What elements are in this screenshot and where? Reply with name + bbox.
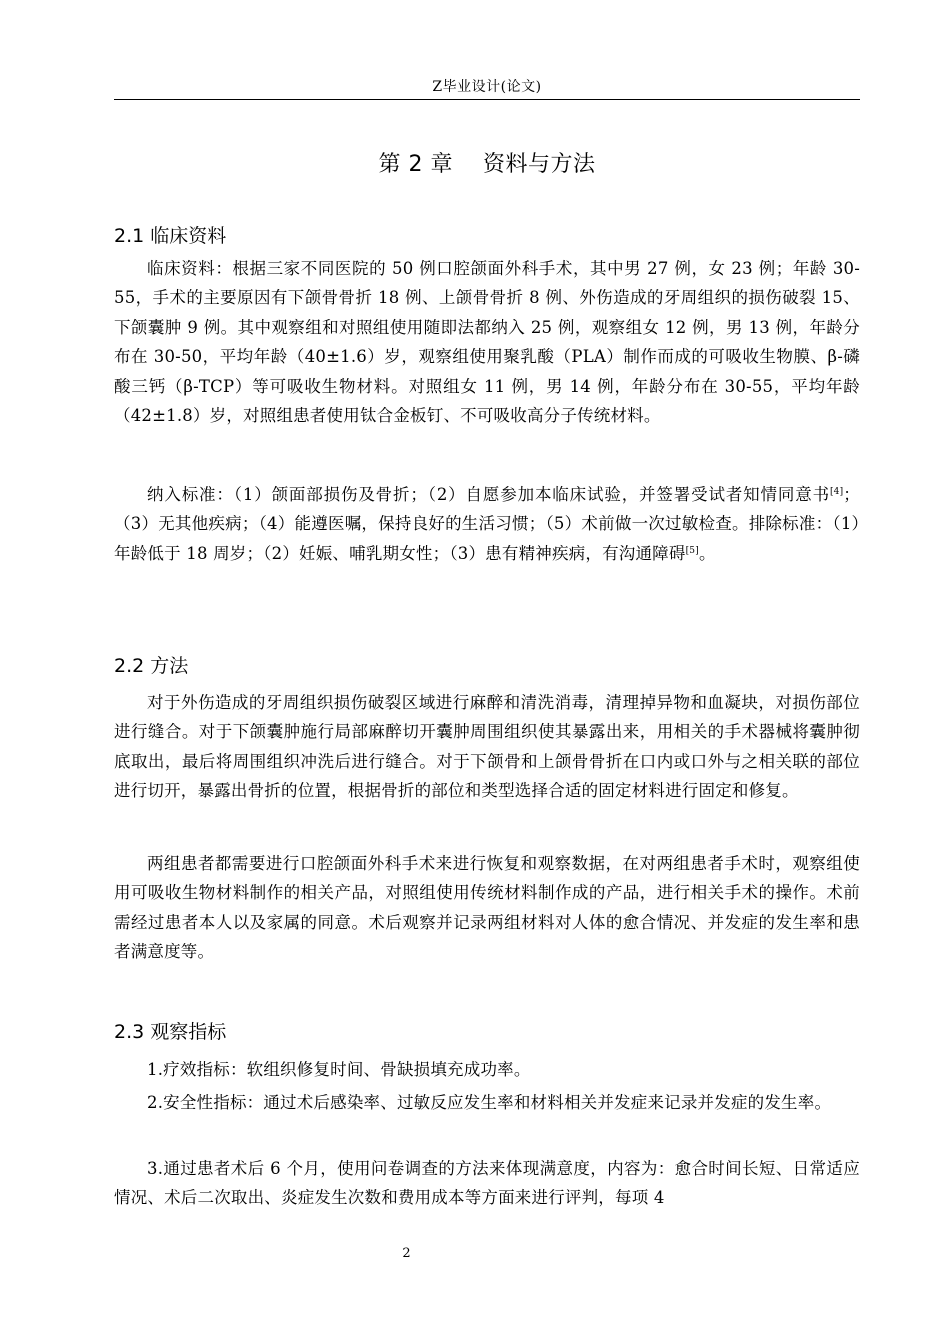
paragraph-method-groups: 两组患者都需要进行口腔颌面外科手术来进行恢复和观察数据，在对两组患者手术时，观察组使用可吸收生物材料制作的相关产品，对照组使用传统材料制作成的产品，进行相关手术的操作。术前需经过患者本人以及家属的同意。术后观察并记录两组材料对人体的愈合情况、并发症的发生率和患者满意度等。 xyxy=(114,854,860,962)
section-heading-2-3: 2.3 观察指标 xyxy=(114,1021,227,1043)
inclusion-text-b: ；（3）无其他疾病；（4）能遵医嘱，保持良好的生活习惯；（5）术前做一次过敏检查。排除标准：（1）年龄低于 18 周岁；（2）妊娠、哺乳期女性；（3）患有精神疾病，有沟通障碍 xyxy=(114,485,860,563)
paragraph-inclusion-criteria xyxy=(114,480,860,568)
citation-5[interactable]: [5] xyxy=(685,545,699,556)
chapter-name: 资料与方法 xyxy=(482,152,596,177)
paragraph-method-procedure: 对于外伤造成的牙周组织损伤破裂区域进行麻醉和清洗消毒，清理掉异物和血凝块，对损伤部位进行缝合。对于下颌囊肿施行局部麻醉切开囊肿周围组织使其暴露出来，用相关的手术器械将囊肿彻底取出，最后将周围组织冲洗后进行缝合。对于下颌骨和上颌骨骨折在口内或口外与之相关联的部位进行切开，暴露出骨折的位置，根据骨折的部位和类型选择合适的固定材料进行固定和修复。 xyxy=(114,693,860,801)
header-rule xyxy=(114,99,860,100)
inclusion-text-c: 。 xyxy=(698,543,716,563)
chapter-number: 第 2 章 xyxy=(378,152,453,177)
running-header: Z毕业设计(论文) xyxy=(432,79,542,95)
inclusion-text-a: 纳入标准：（1）颌面部损伤及骨折；（2）自愿参加本临床试验，并签署受试者知情同意书 xyxy=(147,485,830,504)
paragraph-safety-indicator: 2.安全性指标：通过术后感染率、过敏反应发生率和材料相关并发症来记录并发症的发生率。 xyxy=(147,1093,832,1112)
citation-4[interactable]: [4] xyxy=(829,487,844,497)
paragraph-clinical-data: 临床资料：根据三家不同医院的 50 例口腔颌面外科手术，其中男 27 例，女 23 例；年龄 30-55，手术的主要原因有下颌骨骨折 18 例、上颌骨骨折 8 例、外伤造成的牙周组织的损伤破裂 15、下颌囊肿 9 例。其中观察组和对照组使用随即法都纳入 25 例，观察组女 12 例，男 13 例，年龄分布在 30-50，平均年龄（40±1.6）岁，观察组使用聚乳酸（PLA）制作而成的可吸收生物膜、β-磷酸三钙（β-TCP）等可吸收生物材料。对照组女 11 例，男 14 例，年龄分布在 30-55，平均年龄（42±1.8）岁，对照组患者使用钛合金板钉、不可吸收高分子传统材料。 xyxy=(114,259,860,426)
section-heading-2-1: 2.1 临床资料 xyxy=(114,225,227,247)
paragraph-efficacy-indicator: 1.疗效指标：软组织修复时间、骨缺损填充成功率。 xyxy=(147,1060,531,1079)
page-number: 2 xyxy=(402,1246,411,1261)
paragraph-satisfaction-indicator: 3.通过患者术后 6 个月，使用问卷调查的方法来体现满意度，内容为：愈合时间长短、日常适应情况、术后二次取出、炎症发生次数和费用成本等方面来进行评判，每项 4 xyxy=(114,1159,860,1208)
section-heading-2-2: 2.2 方法 xyxy=(114,655,189,677)
chapter-title xyxy=(114,147,860,178)
